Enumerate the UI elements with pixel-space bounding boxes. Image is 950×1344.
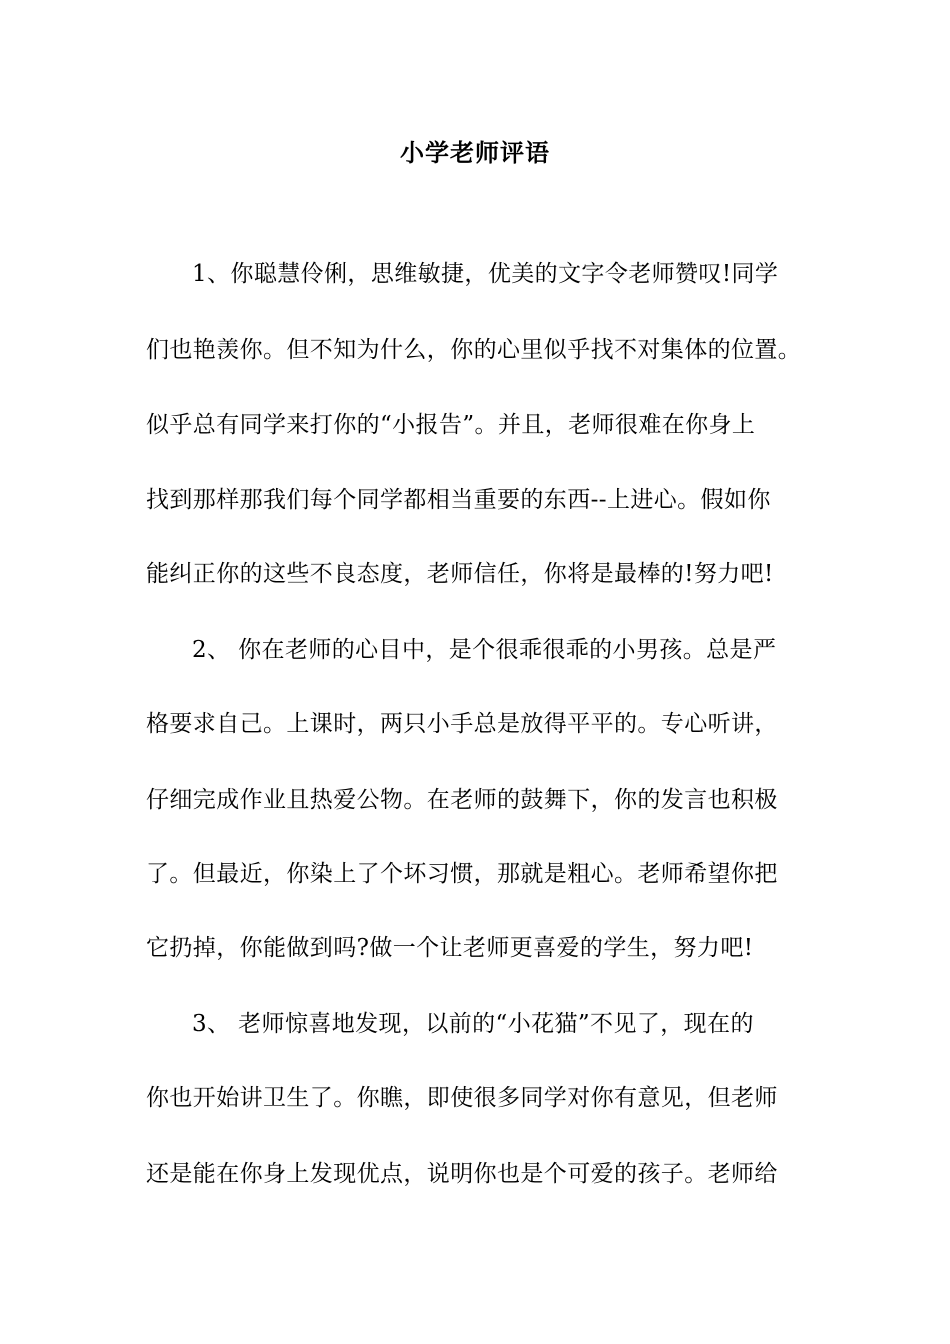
paragraph-3-line-1: 3、 老师惊喜地发现，以前的“小花猫”不见了，现在的 [192,1011,754,1037]
paragraph-3-line-2: 你也开始讲卫生了。你瞧，即使很多同学对你有意见，但老师 [146,1085,778,1111]
paragraph-2-line-1: 2、 你在老师的心目中，是个很乖很乖的小男孩。总是严 [192,637,777,663]
paragraph-2-line-2: 格要求自己。上课时，两只小手总是放得平平的。专心听讲， [146,711,778,737]
paragraph-1-line-5: 能纠正你的这些不良态度，老师信任，你将是最棒的!努力吧! [146,561,774,587]
paragraph-2-line-5: 它扔掉，你能做到吗?做一个让老师更喜爱的学生，努力吧! [146,935,754,961]
paragraph-1-line-1: 1、你聪慧伶俐，思维敏捷，优美的文字令老师赞叹!同学 [192,261,779,287]
paragraph-1-line-4: 找到那样那我们每个同学都相当重要的东西--上进心。假如你 [146,487,771,513]
paragraph-2-line-4: 了。但最近，你染上了个坏习惯，那就是粗心。老师希望你把 [146,861,778,887]
paragraph-1-line-3: 似乎总有同学来打你的“小报告”。并且，老师很难在你身上 [146,412,756,438]
document-title: 小学老师评语 [400,139,550,167]
paragraph-3-line-3: 还是能在你身上发现优点，说明你也是个可爱的孩子。老师给 [146,1161,778,1187]
paragraph-2-line-3: 仔细完成作业且热爱公物。在老师的鼓舞下，你的发言也积极 [146,787,778,813]
paragraph-1-line-2: 们也艳羡你。但不知为什么，你的心里似乎找不对集体的位置。 [146,337,802,363]
